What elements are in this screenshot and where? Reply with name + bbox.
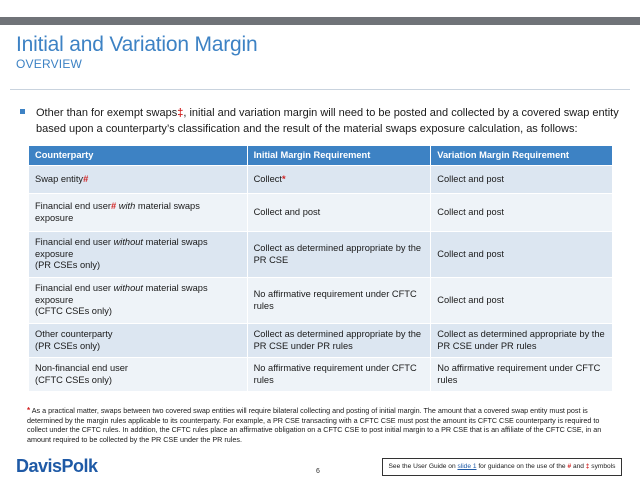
cell-initial-margin: Collect as determined appropriate by the PR CSE under PR rules <box>247 324 431 358</box>
cell-variation-margin: Collect as determined appropriate by the PR CSE under PR rules <box>431 324 613 358</box>
cell-variation-margin: No affirmative requirement under CFTC rules <box>431 358 613 392</box>
cell-variation-margin: Collect and post <box>431 166 613 194</box>
table-row <box>29 278 613 324</box>
double-dagger-mark: ‡ <box>585 463 590 470</box>
intro-bullet <box>22 106 620 137</box>
hash-mark: # <box>567 463 572 470</box>
cell-variation-margin: Collect and post <box>431 194 613 232</box>
cell-initial-margin: Collect* <box>247 166 431 194</box>
cell-counterparty: Financial end user without material swaps exposure (CFTC CSEs only) <box>29 278 248 324</box>
table-row <box>29 232 613 278</box>
table-header-row <box>29 146 613 166</box>
header-initial-margin: Initial Margin Requirement <box>247 146 431 166</box>
cell-variation-margin: Collect and post <box>431 232 613 278</box>
header-counterparty: Counterparty <box>29 146 248 166</box>
footnote: * As a practical matter, swaps between two covered swap entities will require bilateral collecting and posting of initial margin. The amount that a covered swap entity must post is determined by the margin rules applicable to its counterparty. For example, a PR CSE transacting with a CFTC CSE must post the amount its CFTC CSE counterparty is required to collect under the CFTC rules. In addition, the CFTC rules place an affirmative obligation on a CFTC CSE to post initial margin to a PR CSE that is an affiliate of the CFTC CSE, in an amount required to be collected by the PR CSE under the PR rules. <box>27 406 602 444</box>
page-number: 6 <box>316 468 320 475</box>
cell-counterparty: Financial end user without material swaps exposure (PR CSEs only) <box>29 232 248 278</box>
table-row <box>29 324 613 358</box>
cell-counterparty: Other counterparty (PR CSEs only) <box>29 324 248 358</box>
top-bar <box>0 17 640 25</box>
davis-polk-logo: DavisPolk <box>16 456 98 476</box>
double-dagger-mark: ‡ <box>177 107 184 119</box>
bullet-square-icon <box>20 109 25 114</box>
user-guide-note: See the User Guide on slide 1 for guidance on the use of the # and ‡ symbols <box>382 458 622 476</box>
intro-text: Other than for exempt swaps‡, initial and variation margin will need to be posted and collected by a covered swap entity based upon a counterparty’s classification and the result of the material swaps exposure calculation, as follows: <box>36 107 619 135</box>
cell-variation-margin: Collect and post <box>431 278 613 324</box>
page-subtitle: OVERVIEW <box>16 57 83 71</box>
cell-initial-margin: Collect as determined appropriate by the PR CSE <box>247 232 431 278</box>
header-variation-margin: Variation Margin Requirement <box>431 146 613 166</box>
table-row <box>29 358 613 392</box>
cell-counterparty: Non-financial end user (CFTC CSEs only) <box>29 358 248 392</box>
margin-requirements-table <box>28 145 613 392</box>
divider <box>10 89 630 90</box>
cell-counterparty: Financial end user# with material swaps exposure <box>29 194 248 232</box>
cell-initial-margin: Collect and post <box>247 194 431 232</box>
slide-1-link[interactable]: slide 1 <box>457 463 477 470</box>
cell-initial-margin: No affirmative requirement under CFTC rules <box>247 358 431 392</box>
cell-initial-margin: No affirmative requirement under CFTC rules <box>247 278 431 324</box>
page-title: Initial and Variation Margin <box>16 33 258 56</box>
cell-counterparty: Swap entity# <box>29 166 248 194</box>
table-row <box>29 166 613 194</box>
table-row <box>29 194 613 232</box>
asterisk-mark: * <box>27 406 31 415</box>
